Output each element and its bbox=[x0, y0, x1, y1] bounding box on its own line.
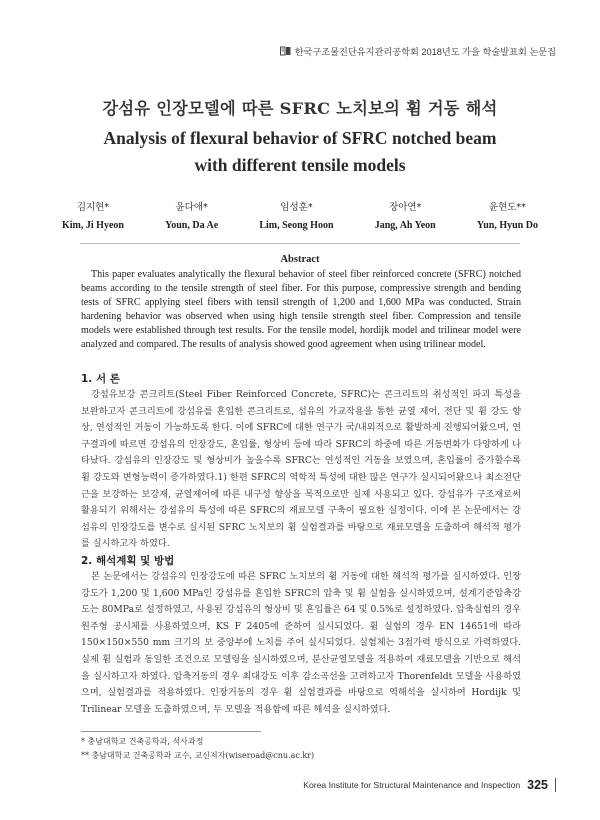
author-name-english: Kim, Ji Hyeon bbox=[62, 220, 124, 231]
footnote: * 충남대학교 건축공학과, 석사과정 bbox=[81, 737, 204, 746]
author-name-korean: 장아연* bbox=[389, 202, 422, 213]
section-body-method: 본 논문에서는 강섬유의 인장강도에 따른 SFRC 노치보의 휨 거동에 대한 해석적 평가를 실시하였다. 인장강도가 1,200 및 1,600 MPa인 강섬유를 혼입한 SFRC의 압축 및 휨 실험을 실시하였으며, 설계기준압축강도는 80MPa로 설정하였고, 사용된 강섬유의 형상비 및 혼입률은 64 및 0.5%로 설정하였다. 압축실험의 경우 원주형 공시체를 사용하였으며, KS F 2405에 준하여 실시되었다. 휨 실험의 경우 EN 14651에 따라 150×150×550 mm 크기의 보 중앙부에 노치를 주어 실시되었다. 실험체는 3점가력 방식으로 가력하였다. 실제 휨 실험과 동일한 조건으로 모델링을 실시하였으며, 분산균열모델을 적용하여 재료모델을 기반으로 해석을 실시하고자 하였다. 압축거동의 경우 최대강도 이후 감소곡선을 고려하고자 Thorenfeldt 모델을 사용하였으며, 실험결과를 적용하였다. 인장거동의 경우 휨 실험결과를 바탕으로 역해석을 실시하여 Hordijk 및 Trilinear 모델을 도출하였으며, 두 모델을 적용함에 따른 해석을 실시하였다. bbox=[81, 571, 521, 715]
institute-name: Korea Institute for Structural Maintenance and Inspection bbox=[303, 780, 521, 790]
footnote-divider bbox=[81, 731, 261, 732]
footnote: ** 충남대학교 건축공학과 교수, 교신저자(wiseroad@cnu.ac.kr) bbox=[81, 751, 315, 760]
book-icon bbox=[280, 46, 291, 56]
english-title-line1: Analysis of flexural behavior of SFRC notched beam bbox=[103, 128, 497, 148]
author-name-korean: 임성훈* bbox=[280, 202, 313, 213]
section-heading-introduction: 1. 서 론 bbox=[81, 373, 120, 385]
author-name-english: Lim, Seong Hoon bbox=[259, 220, 334, 231]
page-number: 325 bbox=[527, 778, 548, 792]
author-name-english: Jang, Ah Yeon bbox=[374, 220, 436, 231]
author-name-english: Yun, Hyun Do bbox=[476, 220, 538, 231]
author bbox=[375, 199, 436, 235]
proceedings-title: 한국구조물진단유지관리공학회 2018년도 가을 학술발표회 논문집 bbox=[294, 47, 556, 57]
author-name-korean: 윤다애* bbox=[175, 202, 208, 213]
section-divider bbox=[80, 243, 520, 244]
author bbox=[259, 199, 333, 235]
author-name-korean: 윤현도** bbox=[488, 202, 526, 213]
author-name-english: Youn, Da Ae bbox=[165, 220, 219, 231]
author-list bbox=[62, 199, 538, 235]
english-title bbox=[0, 125, 600, 179]
proceedings-header bbox=[280, 44, 556, 58]
footer-divider bbox=[555, 778, 556, 792]
page-footer bbox=[303, 778, 556, 792]
abstract-heading: Abstract bbox=[280, 254, 320, 265]
author bbox=[165, 199, 218, 235]
section-heading-method: 2. 해석계획 및 방법 bbox=[81, 555, 175, 567]
abstract-text: This paper evaluates analytically the flexural behavior of steel fiber reinforced concrete (SFRC) notched beams according to the tensile strength of steel fiber. For this purpose, compressive strength and bending tests of SFRC applying steel fibers with tensil strength of 1,200 and 1,600 MPa was conducted. Strain hardening behavior was observed when using high tensile strength steel fiber. Compression and tensile models were established through test results. For the tensile model, hordijk model and trilinear model were analyzed and compared. The results of analysis showed good agreement when using trilinear model. bbox=[81, 269, 521, 350]
korean-title: 강섬유 인장모델에 따른 SFRC 노치보의 휨 거동 해석 bbox=[102, 99, 498, 118]
author bbox=[62, 199, 124, 235]
section-body-introduction: 강섬유보강 콘크리트(Steel Fiber Reinforced Concrete, SFRC)는 콘크리트의 취성적인 파괴 특성을 보완하고자 콘크리트에 강섬유를 혼입한 콘크리트로, 섬유의 가교작용을 통한 균열 제어, 전단 및 휨 강도 향상, 연성적인 거동이 가능하도록 한다. 이에 SFRC에 대한 연구가 국/내외적으로 활발하게 진행되어왔으며, 연구결과에 따르면 강섬유의 인장강도, 혼입률, 형상비 등에 따라 SFRC의 하중에 따른 거동변화가 다양하게 나타났다. 강섬유의 인장강도 및 형상비가 높을수록 SFRC는 연성적인 거동을 보였으며, 혼입률이 증가할수록 휨 강도와 변형능력이 증가하였다.1) 한편 SFRC의 역학적 특성에 대한 많은 연구가 실시되어왔으나 최소전단근을 보강하는 보강재, 균열제어에 따른 내구성 향상을 목적으로만 실제 사용되고 있다. 강섬유가 구조재로써 활용되기 위해서는 강섬유의 특성에 따른 SFRC의 재료모델 구축이 필요한 실정이다. 이에 본 논문에서는 강섬유의 인장강도를 변수로 실시된 SFRC 노치보의 휨 실험결과를 바탕으로 재료모델을 도출하여 해석적 평가를 실시하고자 하였다. bbox=[81, 389, 521, 550]
author bbox=[477, 199, 538, 235]
author-name-korean: 김지현* bbox=[76, 202, 110, 213]
english-title-line2: with different tensile models bbox=[194, 155, 406, 175]
